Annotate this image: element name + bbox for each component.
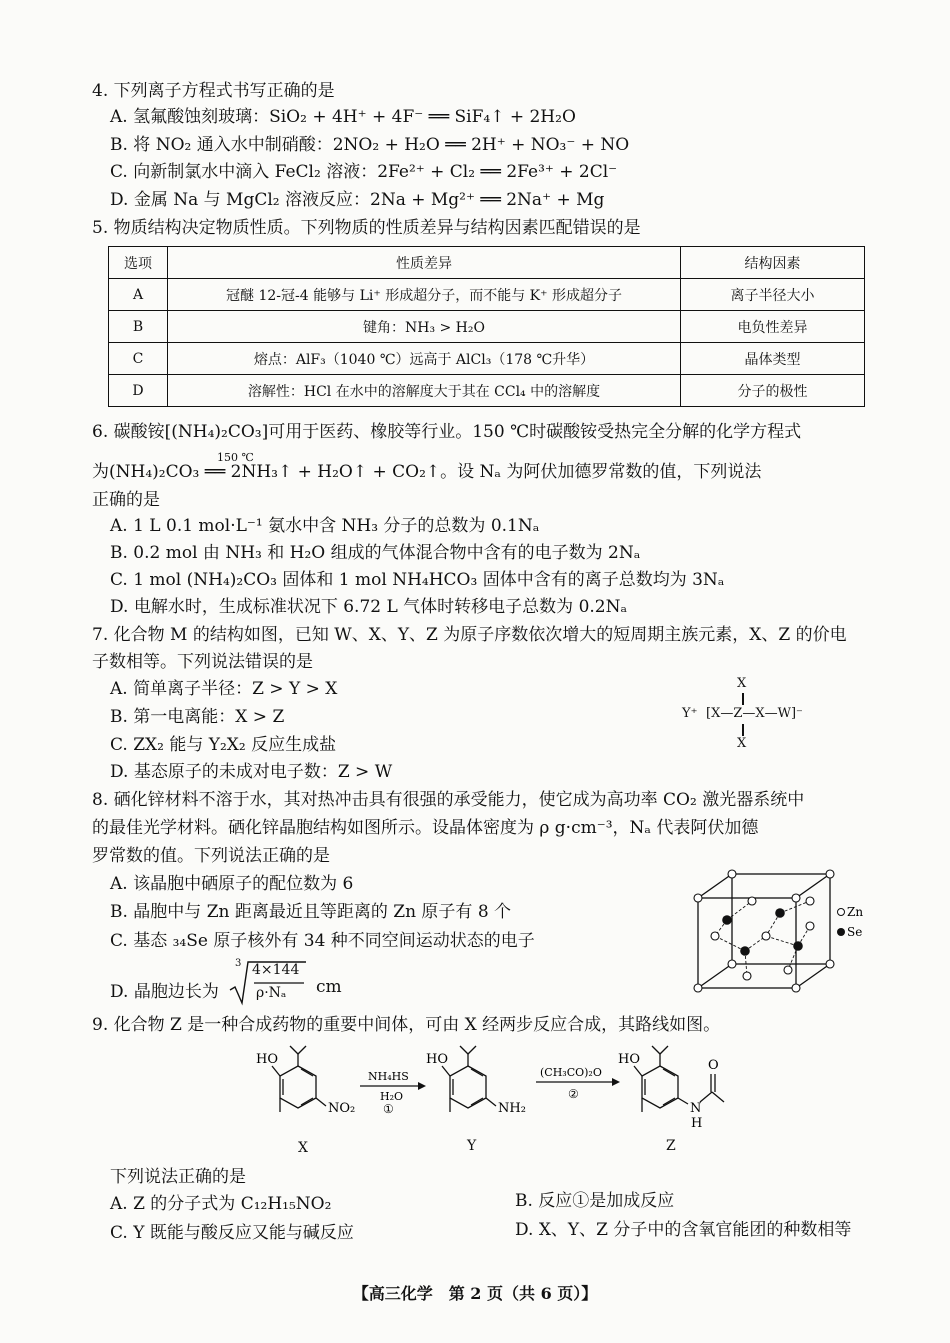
q7-struct-cation: Y⁺: [682, 706, 698, 721]
q8-stem-line3: 罗常数的值。下列说法正确的是: [92, 846, 330, 866]
q8-option-d-unit: cm: [316, 977, 342, 997]
q6-option-b: B. 0.2 mol 由 NH₃ 和 H₂O 组成的气体混合物中含有的电子数为 2Nₐ: [110, 543, 641, 563]
z-n-label: N: [690, 1101, 702, 1116]
zn-atom: [792, 984, 800, 992]
q5-cell: 分子的极性: [681, 375, 865, 407]
zn-atom: [743, 972, 751, 980]
q5-cell: 晶体类型: [681, 343, 865, 375]
legend-se-marker: [837, 928, 845, 936]
zn-atom: [748, 897, 756, 905]
q9-stem: 9. 化合物 Z 是一种合成药物的重要中间体，可由 X 经两步反应合成，其路线如图。: [92, 1015, 721, 1035]
q8-option-c: C. 基态 ₃₄Se 原子核外有 34 种不同空间运动状态的电子: [110, 931, 535, 951]
q4-stem: 4. 下列离子方程式书写正确的是: [92, 81, 335, 101]
q9-option-a: A. Z 的分子式为 C₁₂H₁₅NO₂: [110, 1194, 332, 1214]
q4-option-a: A. 氢氟酸蚀刻玻璃：SiO₂ + 4H⁺ + 4F⁻ ══ SiF₄↑ + 2H₂O: [110, 107, 576, 127]
arrow-head-2: [612, 1078, 620, 1086]
q7-struct-chain: [X—Z—X—W]⁻: [706, 706, 803, 721]
q4-option-d: D. 金属 Na 与 MgCl₂ 溶液反应：2Na + Mg²⁺ ══ 2Na⁺ + Mg: [110, 190, 605, 210]
q7-struct-bond-down: [742, 724, 744, 736]
reagent-1-bottom: H₂O: [380, 1090, 404, 1103]
q7-option-a: A. 简单离子半径：Z > Y > X: [110, 679, 338, 699]
page-footer: 【高三化学 第 2 页（共 6 页）】: [352, 1284, 598, 1303]
zn-atom: [711, 932, 719, 940]
q7-struct-bond-up: [742, 693, 744, 705]
q7-structure-figure: [680, 676, 830, 756]
step-1-marker: ①: [383, 1102, 394, 1116]
table-row: [109, 279, 865, 311]
q9-option-b: B. 反应①是加成反应: [515, 1191, 675, 1211]
y-nh2-label: NH₂: [498, 1101, 526, 1116]
q6-stem-line2: 为(NH₄)₂CO₃ ══ 2NH₃↑ + H₂O↑ + CO₂↑。设 Nₐ 为阿伏加德罗常数的值，下列说法: [92, 462, 762, 482]
q5-cell: 键角：NH₃ > H₂O: [168, 311, 681, 343]
q4-option-b: B. 将 NO₂ 通入水中制硝酸：2NO₂ + H₂O ══ 2H⁺ + NO₃⁻ + NO: [110, 135, 630, 155]
label-z: Z: [666, 1138, 676, 1154]
table-row: [109, 375, 865, 407]
x-no2-label: NO₂: [328, 1101, 356, 1116]
label-y: Y: [467, 1138, 477, 1154]
q8-option-d-prefix: D. 晶胞边长为: [110, 982, 219, 1002]
q5-cell: 冠醚 12-冠-4 能够与 Li⁺ 形成超分子，而不能与 K⁺ 形成超分子: [168, 279, 681, 311]
q5-header-factor: 结构因素: [681, 247, 865, 279]
zn-atom: [694, 894, 702, 902]
zn-atom: [694, 984, 702, 992]
zn-atom: [784, 966, 792, 974]
label-x: X: [298, 1140, 308, 1156]
se-atom: [793, 941, 803, 951]
q7-option-c: C. ZX₂ 能与 Y₂X₂ 反应生成盐: [110, 735, 337, 755]
q8-option-b: B. 晶胞中与 Zn 距离最近且等距离的 Zn 原子有 8 个: [110, 902, 512, 922]
molecule-y: [442, 1046, 496, 1112]
q5-header-option: 选项: [109, 247, 168, 279]
zn-atom: [728, 960, 736, 968]
molecule-x: [272, 1046, 326, 1112]
q5-cell: D: [109, 375, 168, 407]
q5-cell: 离子半径大小: [681, 279, 865, 311]
reagent-1-top: NH₄HS: [368, 1070, 409, 1083]
q5-cell: 电负性差异: [681, 311, 865, 343]
zn-atom: [806, 897, 814, 905]
q7-stem-line1: 7. 化合物 M 的结构如图，已知 W、X、Y、Z 为原子序数依次增大的短周期主族元素，X、Z 的价电: [92, 625, 847, 645]
se-atom: [740, 946, 750, 956]
q6-condition: 150 ℃: [217, 451, 254, 464]
q8-crystal-cell-figure: [690, 866, 870, 996]
z-o-label: O: [708, 1058, 719, 1073]
q8-fraction-denominator: ρ·Nₐ: [256, 985, 287, 1001]
table-row: [109, 343, 865, 375]
q7-option-d: D. 基态原子的未成对电子数：Z > W: [110, 762, 393, 782]
x-ho-label: HO: [256, 1052, 278, 1067]
q5-header-property: 性质差异: [168, 247, 681, 279]
q9-prompt: 下列说法正确的是: [110, 1167, 246, 1187]
arrow-head-1: [418, 1082, 426, 1090]
q5-cell: 熔点：AlF₃（1040 ℃）远高于 AlCl₃（178 ℃升华）: [168, 343, 681, 375]
zn-atom: [792, 894, 800, 902]
q8-stem-line1: 8. 硒化锌材料不溶于水，其对热冲击具有很强的承受能力，使它成为高功率 CO₂ 激光器系统中: [92, 790, 805, 810]
se-atom: [775, 908, 785, 918]
q7-struct-bottom-x: X: [737, 736, 747, 751]
q4-option-c: C. 向新制氯水中滴入 FeCl₂ 溶液：2Fe²⁺ + Cl₂ ══ 2Fe³⁺ + 2Cl⁻: [110, 162, 618, 182]
q6-stem-line1: 6. 碳酸铵[(NH₄)₂CO₃]可用于医药、橡胶等行业。150 ℃时碳酸铵受热完全分解的化学方程式: [92, 422, 802, 442]
q6-option-c: C. 1 mol (NH₄)₂CO₃ 固体和 1 mol NH₄HCO₃ 固体中含有的离子总数均为 3Nₐ: [110, 570, 725, 590]
q5-table: [108, 246, 865, 407]
q6-option-d: D. 电解水时，生成标准状况下 6.72 L 气体时转移电子总数为 0.2Nₐ: [110, 597, 628, 617]
q6-stem-line3: 正确的是: [92, 490, 160, 510]
reagent-2-top: (CH₃CO)₂O: [540, 1066, 602, 1079]
zn-atom: [728, 870, 736, 878]
se-atom: [722, 915, 732, 925]
z-ho-label: HO: [618, 1052, 640, 1067]
step-2-marker: ②: [568, 1087, 579, 1101]
q7-struct-top-x: X: [737, 676, 747, 691]
q5-cell: C: [109, 343, 168, 375]
q8-stem-line2: 的最佳光学材料。硒化锌晶胞结构如图所示。设晶体密度为 ρ g·cm⁻³，Nₐ 代表阿伏加德: [92, 818, 759, 838]
q5-cell: A: [109, 279, 168, 311]
zn-atom: [826, 960, 834, 968]
q8-root-index: 3: [235, 958, 242, 969]
q9-option-c: C. Y 既能与酸反应又能与碱反应: [110, 1223, 354, 1243]
molecule-z: [634, 1046, 724, 1112]
q5-cell: 溶解性：HCl 在水中的溶解度大于其在 CCl₄ 中的溶解度: [168, 375, 681, 407]
q9-option-d: D. X、Y、Z 分子中的含氧官能团的种数相等: [515, 1220, 852, 1240]
q8-option-a: A. 该晶胞中硒原子的配位数为 6: [110, 874, 354, 894]
z-h-label: H: [691, 1116, 703, 1131]
table-row: [109, 311, 865, 343]
legend-zn-marker: [838, 909, 845, 916]
q7-option-b: B. 第一电离能：X > Z: [110, 707, 285, 727]
q5-header-row: [109, 247, 865, 279]
zn-atom: [806, 922, 814, 930]
q6-option-a: A. 1 L 0.1 mol·L⁻¹ 氨水中含 NH₃ 分子的总数为 0.1Nₐ: [110, 516, 540, 536]
zn-atom: [826, 870, 834, 878]
legend-se-label: Se: [847, 925, 863, 939]
legend-zn-label: Zn: [847, 905, 864, 919]
q7-stem-line2: 子数相等。下列说法错误的是: [92, 652, 313, 672]
q5-cell: B: [109, 311, 168, 343]
y-ho-label: HO: [426, 1052, 448, 1067]
zn-atom: [762, 932, 770, 940]
q8-fraction-numerator: 4×144: [252, 962, 300, 978]
q5-stem: 5. 物质结构决定物质性质。下列物质的性质差异与结构因素匹配错误的是: [92, 218, 641, 238]
